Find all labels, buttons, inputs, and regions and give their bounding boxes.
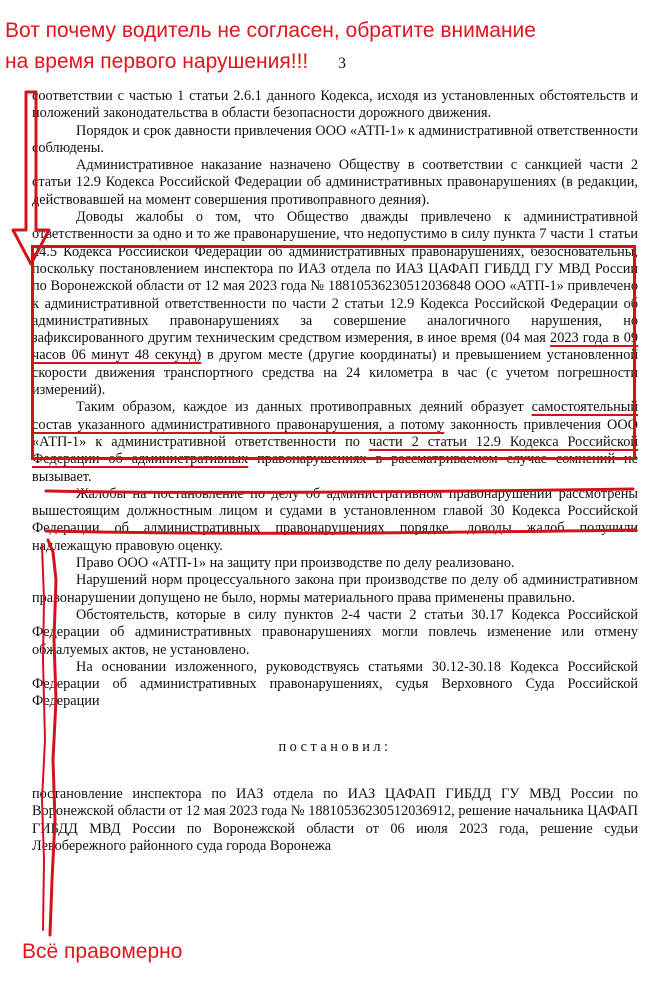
paragraph-4-text: Доводы жалобы о том, что Общество дважды привлечено к административной ответственности за одно и то же правонарушение, что недопустимо в силу пункта 7 части 1 статьи 24.5 Кодекса Российской Федерации об административных правонарушениях, безосновательны, поскольку постановлением инспектора по ИАЗ отдела по ИАЗ ЦАФАП ГИБДД ГУ МВД России по Воронежской области от 12 мая 2023 года № 18810536230512036848 ООО «АТП-1» привлечено к административной ответственности по части 2 статьи 12.9 Кодекса Российской Федерации об административных правонарушениях за совершение аналогичного нарушения, но зафиксированного другим техническим средством измерения, в иное время (04 мая xyxy=(32,209,638,347)
vertical-bracket-line-2 xyxy=(42,545,45,930)
annotation-caption-top-line2: на время первого нарушения!!! xyxy=(5,50,309,73)
underline-stroke-1 xyxy=(46,489,633,492)
article-reference-underlined: части 2 статьи 12.9 Кодекса Российской Федерации об административных xyxy=(32,433,638,468)
first-violation-time-underlined: 2023 года в 09 часов 06 минут 48 секунд) xyxy=(32,330,638,364)
underline-stroke-2 xyxy=(46,530,636,533)
paragraph-5-text-end: правонарушениях в рассматриваемом случае сомнений не вызывает. xyxy=(32,451,638,485)
paragraph-2: Порядок и срок давности привлечения ООО «АТП-1» к административной ответственности соблюдены. xyxy=(32,122,638,156)
paragraph-5-text-mid: законность привлечения ООО «АТП-1» к административной ответственности по xyxy=(32,416,638,450)
paragraph-6: Жалобы на постановление по делу об административном правонарушении рассмотрены вышестоящим должностным лицом и судами в установленном главой 30 Кодекса Российской Федерации об административных правонарушениях порядке, доводы жалоб получили надлежащую правовую оценку. xyxy=(32,485,638,554)
paragraph-9: Обстоятельств, которые в силу пунктов 2-4 части 2 статьи 30.17 Кодекса Российской Федерации об административных правонарушениях могли повлечь изменение или отмену обжалуемых актов, не установлено. xyxy=(32,606,638,658)
vertical-bracket-line xyxy=(48,540,56,935)
paragraph-11: постановление инспектора по ИАЗ отдела по ИАЗ ЦАФАП ГИБДД ГУ МВД России по Воронежской области от 12 мая 2023 года № 18810536230512036912, решение начальника ЦАФАП ГИБДД МВД России по Воронежской области от 06 июля 2023 года, решение судьи Левобережного районного суда города Воронежа xyxy=(32,785,638,854)
paragraph-8: Нарушений норм процессуального закона при производстве по делу об административном правонарушении допущено не было, нормы материального права применены правильно. xyxy=(32,572,638,606)
paragraph-10: На основании изложенного, руководствуясь статьями 30.12-30.18 Кодекса Российской Федерации об административных правонарушениях, судья Верховного Суда Российской Федерации xyxy=(32,658,638,710)
annotation-caption-top-line1: Вот почему водитель не согласен, обратите внимание xyxy=(5,19,536,42)
paragraph-1: соответствии с частью 1 статьи 2.6.1 данного Кодекса, исходя из установленных обстоятельств и положений законодательства в области безопасности дорожного движения. xyxy=(32,88,638,122)
paragraph-7: Право ООО «АТП-1» на защиту при производстве по делу реализовано. xyxy=(76,555,515,572)
paragraph-4-text-end: в другом месте (другие координаты) и превышением установленной скорости движения транспортного средства на 24 километра в час (с учетом погрешности измерений). xyxy=(32,347,638,399)
decree-heading: постановил: xyxy=(278,738,392,755)
independent-offense-underlined: самостоятельный состав указанного административного правонарушения, а потому xyxy=(32,399,638,433)
paragraph-3: Административное наказание назначено Обществу в соответствии с санкцией части 2 статьи 12.9 Кодекса Российской Федерации об административных правонарушениях (в редакции, действовавшей на момент совершения противоправного деяния). xyxy=(32,157,638,208)
down-arrow-icon xyxy=(13,92,49,264)
annotation-caption-bottom: Всё правомерно xyxy=(22,940,183,963)
paragraph-5-text: Таким образом, каждое из данных противоправных деяний образует xyxy=(76,399,524,416)
page-number: 3 xyxy=(338,55,346,72)
